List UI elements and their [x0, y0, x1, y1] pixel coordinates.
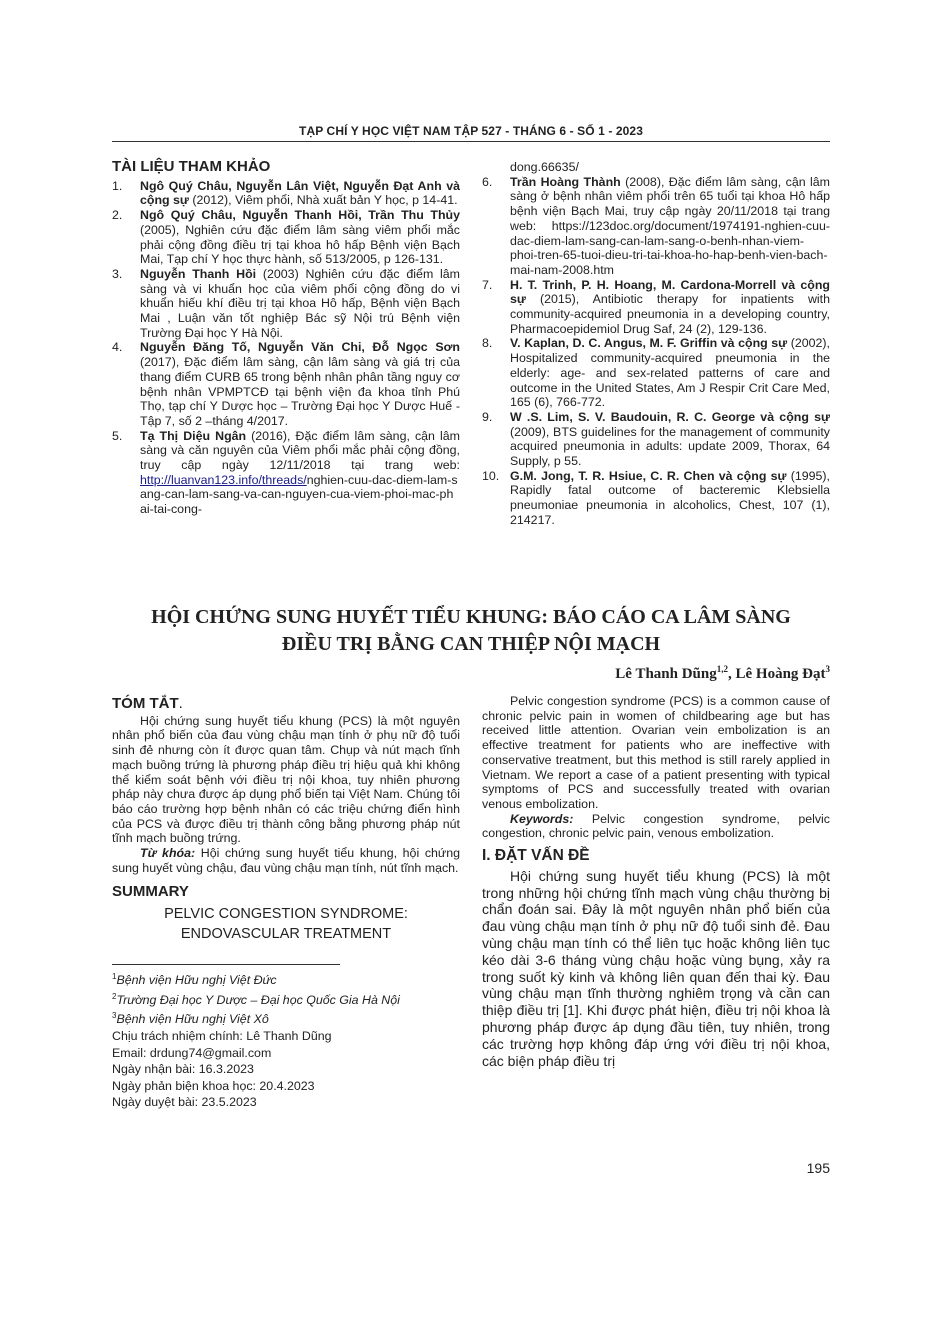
reference-authors: W .S. Lim, S. V. Baudouin, R. C. George và cộng sự	[510, 409, 830, 424]
keywords-label: Keywords:	[510, 811, 574, 826]
date-reviewed: Ngày phản biện khoa học: 20.4.2023	[112, 1078, 315, 1093]
reference-text: (2015), Antibiotic therapy for inpatients with community-acquired pneumonia in a developing country, Pharmacoepidemiol Drug Saf, 24 (2), 129-136.	[510, 292, 830, 336]
reference-authors: Ngô Quý Châu, Nguyễn Lân Việt, Nguyễn Đạt Anh và cộng sự	[140, 178, 460, 208]
introduction-heading: I. ĐẶT VẤN ĐỀ	[482, 847, 590, 865]
abstract-vi-heading-suffix: .	[178, 695, 183, 712]
abstract-vi-heading: TÓM TẮT	[112, 695, 179, 712]
reference-number: 8.	[482, 336, 493, 351]
reference-item	[112, 179, 460, 208]
author-affiliation-mark: 1,2	[716, 664, 728, 674]
date-accepted: Ngày duyệt bài: 23.5.2023	[112, 1095, 257, 1110]
author-affiliation-mark: 3	[825, 664, 830, 674]
reference-text: (2012), Viêm phổi, Nhà xuất bản Y học, p 14-41.	[188, 193, 458, 208]
abstract-vi-keywords	[112, 846, 460, 875]
article-title-line-2: ĐIỀU TRỊ BẰNG CAN THIỆP NỘI MẠCH	[281, 633, 661, 655]
header-rule	[112, 141, 830, 142]
affiliation-text: Bệnh viện Hữu nghị Việt Đức	[116, 973, 277, 988]
reference-text: (2005), Nghiên cứu đặc điểm lâm sàng viêm phổi mắc phải cộng đồng điều trị tại khoa hô hấp Bệnh viện Bạch Mai, Tạp chí Y học thực hành, số 513/2005, p 126-131.	[140, 222, 460, 267]
author-name: Lê Thanh Dũng	[615, 666, 717, 682]
keywords-text: Pelvic congestion syndrome, pelvic congestion, chronic pelvic pain, venous embolization.	[482, 811, 830, 841]
reference-number: 5.	[112, 428, 123, 443]
summary-en-keywords	[482, 812, 830, 841]
reference-text: (2016), Đặc điểm lâm sàng, cận lâm sàng và căn nguyên của Viêm phổi mắc phải cộng đồng, truy cập ngày 12/11/2018 tại trang web:	[140, 428, 460, 473]
reference-authors: Nguyễn Thanh Hồi	[140, 266, 257, 281]
reference-item	[112, 267, 460, 341]
reference-number: 1.	[112, 178, 123, 193]
abstract-vi-body: Hội chứng sung huyết tiểu khung (PCS) là một nguyên nhân phổ biến của đau vùng chậu mạn tính ở phụ nữ độ tuổi sinh đẻ nhưng còn ít được quan tâm. Chụp và nút mạch tĩnh mạch buồng trứng là phương pháp điều trị hiệu quả khi không thể kiểm soát bệnh với điều trị nội khoa, tuy nhiên phương pháp này chưa được áp dụng phổ biến tại Việt Nam. Chúng tôi báo cáo trường hợp bệnh nhân có các triệu chứng điển hình của PCS và được điều trị thành công bằng phương pháp nút tĩnh mạch buồng trứng.	[112, 713, 460, 846]
affiliation-text: Trường Đại học Y Dược – Đại học Quốc Gia Hà Nội	[116, 992, 400, 1007]
reference-item	[112, 429, 460, 517]
reference-text: (1995), Rapidly fatal outcome of bacteremic Klebsiella pneumoniae pneumonia in alcoholics, Chest, 107 (1), 214217.	[510, 468, 830, 527]
article-title-line-1: HỘI CHỨNG SUNG HUYẾT TIỂU KHUNG: BÁO CÁO CA LÂM SÀNG	[151, 606, 791, 628]
summary-en-title-line-1: PELVIC CONGESTION SYNDROME:	[164, 906, 408, 923]
abstract-vi-title	[112, 697, 460, 712]
reference-number: 6.	[482, 174, 493, 189]
affiliation-number: 2	[112, 991, 117, 1001]
keywords-text: Hội chứng sung huyết tiểu khung, hội chứng sung huyết vùng chậu, đau vùng chậu mạn tính, nút tĩnh mạch.	[112, 846, 461, 875]
author-separator: ,	[728, 666, 736, 682]
reference-authors: H. T. Trinh, P. H. Hoang, M. Cardona-Morrell và cộng sự	[510, 277, 830, 307]
references-right-column	[482, 160, 830, 528]
affiliation-number: 3	[112, 1011, 117, 1021]
reference-authors: V. Kaplan, D. C. Angus, M. F. Griffin và cộng sự	[510, 336, 788, 351]
summary-en-body: Pelvic congestion syndrome (PCS) is a common cause of chronic pelvic pain in women of childbearing age but has received little attention. Ovarian vein embolization is an effective treatment for patients who are ineffective with conservative treatment, but this method is still rarely applied in Vietnam. We report a case of a patient presenting with typical symptoms of PCS and successfully treated with ovarian venous embolization.	[482, 694, 830, 811]
summary-heading: SUMMARY	[112, 883, 189, 901]
reference-authors: Trần Hoàng Thành	[510, 174, 621, 189]
reference-item	[112, 208, 460, 267]
reference-number: 9.	[482, 409, 493, 424]
reference-number: 4.	[112, 340, 123, 355]
summary-right-column	[482, 694, 830, 1069]
reference-number: 10.	[482, 468, 500, 483]
affiliation-text: Bệnh viện Hữu nghị Việt Xô	[116, 1012, 269, 1027]
reference-authors: Ngô Quý Châu, Nguyễn Thanh Hồi, Trần Thu Thủy	[140, 208, 460, 223]
author-name: Lê Hoàng Đạt	[735, 666, 826, 682]
article-title	[112, 604, 830, 658]
footnote-rule	[112, 964, 340, 965]
affiliation-number: 1	[112, 972, 117, 982]
reference-authors: G.M. Jong, T. R. Hsiue, C. R. Chen và cộng sự	[510, 468, 787, 483]
summary-en-title-line-2: ENDOVASCULAR TREATMENT	[180, 926, 392, 943]
reference-number: 2.	[112, 208, 123, 223]
reference-text: (2003) Nghiên cứu đặc điểm lâm sàng và vi khuẩn học của viêm phổi cộng đồng do vi khuẩn hiếu khí điều trị tại khoa Hô hấp, Bệnh viện Bạch Mai , Luận văn tốt nghiệp Bác sỹ Nội trú Bệnh viện Trường Đại học Y Hà Nội.	[140, 266, 460, 340]
abstract-left-column	[112, 697, 460, 1111]
reference-item	[482, 469, 830, 528]
article-authors	[615, 664, 830, 683]
reference-item	[482, 336, 830, 410]
reference-number: 7.	[482, 277, 493, 292]
reference-text: (2002), Hospitalized community-acquired pneumonia in the elderly: age- and sex-related patterns of care and outcome in the United States, Am J Respir Crit Care Med, 165 (6), 766-772.	[510, 336, 831, 410]
introduction-body: Hội chứng sung huyết tiểu khung (PCS) là một trong những hội chứng tĩnh mạch vùng chậu thường bị chẩn đoán sai. Đây là một nguyên nhân phổ biến của đau vùng chậu mạn tính ở phụ nữ độ tuổi sinh đẻ. Đau vùng chậu mạn tính có thể liên tục hoặc không liên tục kéo dài 3-6 tháng vùng chậu hoặc vùng bụng, xảy ra trong suốt kỳ kinh và không liên quan đến thai kỳ. Đau vùng chậu mạn tĩnh thường nghiêm trọng và cần can thiệp điều trị [1]. Khi được phát hiện, điều trị nội khoa là phương pháp được áp dụng đầu tiên, tuy nhiên, trong các trường hợp không đáp ứng với điều trị nội khoa, các biện pháp điều trị	[482, 867, 830, 1069]
affiliation-footnote	[112, 969, 460, 989]
corresponding-email: Email: drdung74@gmail.com	[112, 1045, 272, 1060]
running-header: TẠP CHÍ Y HỌC VIỆT NAM TẬP 527 - THÁNG 6 - SỐ 1 - 2023	[299, 124, 643, 138]
affiliation-footnote	[112, 1008, 460, 1028]
affiliation-footnote	[112, 989, 460, 1009]
references-left-column	[112, 160, 460, 517]
date-received: Ngày nhận bài: 16.3.2023	[112, 1062, 254, 1077]
reference-number: 3.	[112, 266, 123, 281]
reference-url-tail: nghien-cuu-dac-diem-lam-sang-can-lam-sang-va-can-nguyen-cua-viem-phoi-mac-phai-tai-cong-	[140, 472, 458, 517]
corresponding-author: Chịu trách nhiệm chính: Lê Thanh Dũng	[112, 1029, 332, 1044]
reference-text: (2017), Đặc điểm lâm sàng, cận lâm sàng và giá trị của thang điểm CURB 65 trong bệnh nhân phân tầng nguy cơ bệnh nhân VPMPTCĐ tại bệnh viện đa khoa tỉnh Phú Thọ, tạp chí Y Dược học – Trường Đại học Y Dược Huế - Tập 7, số 2 –tháng 4/2017.	[140, 355, 460, 428]
reference-link[interactable]: http://luanvan123.info/threads/	[140, 472, 307, 487]
reference-text: (2009), BTS guidelines for the management of community acquired pneumonia in adults: update 2009, Thorax, 64 Supply, p 55.	[510, 424, 830, 469]
reference-item	[482, 278, 830, 337]
page-number: 195	[806, 1160, 830, 1176]
reference-text: (2008), Đặc điểm lâm sàng, cận lâm sàng ở bệnh nhân viêm phổi trên 65 tuổi tại khoa Hô hấp bệnh viện Bạch Mai, truy cập ngày 20/11/2018 tại trang web: https://123doc.org/document/1974191-nghien-cuu-dac-diem-lam-sang-can-lam-sang-o-benh-nhan-viem-phoi-tren-65-tuoi-dieu-tri-tai-khoa-ho-hap-benh-vien-bach-mai-nam-2008.htm	[510, 174, 831, 277]
reference-item	[482, 175, 830, 278]
reference-authors: Nguyễn Đăng Tố, Nguyễn Văn Chi, Đỗ Ngọc Sơn	[140, 340, 460, 355]
reference-item	[112, 340, 460, 428]
reference-continuation: dong.66635/	[510, 160, 579, 174]
reference-authors: Tạ Thị Diệu Ngân	[140, 428, 247, 443]
references-title: TÀI LIỆU THAM KHẢO	[112, 158, 271, 175]
keywords-label: Từ khóa:	[140, 846, 196, 861]
reference-item	[482, 410, 830, 469]
